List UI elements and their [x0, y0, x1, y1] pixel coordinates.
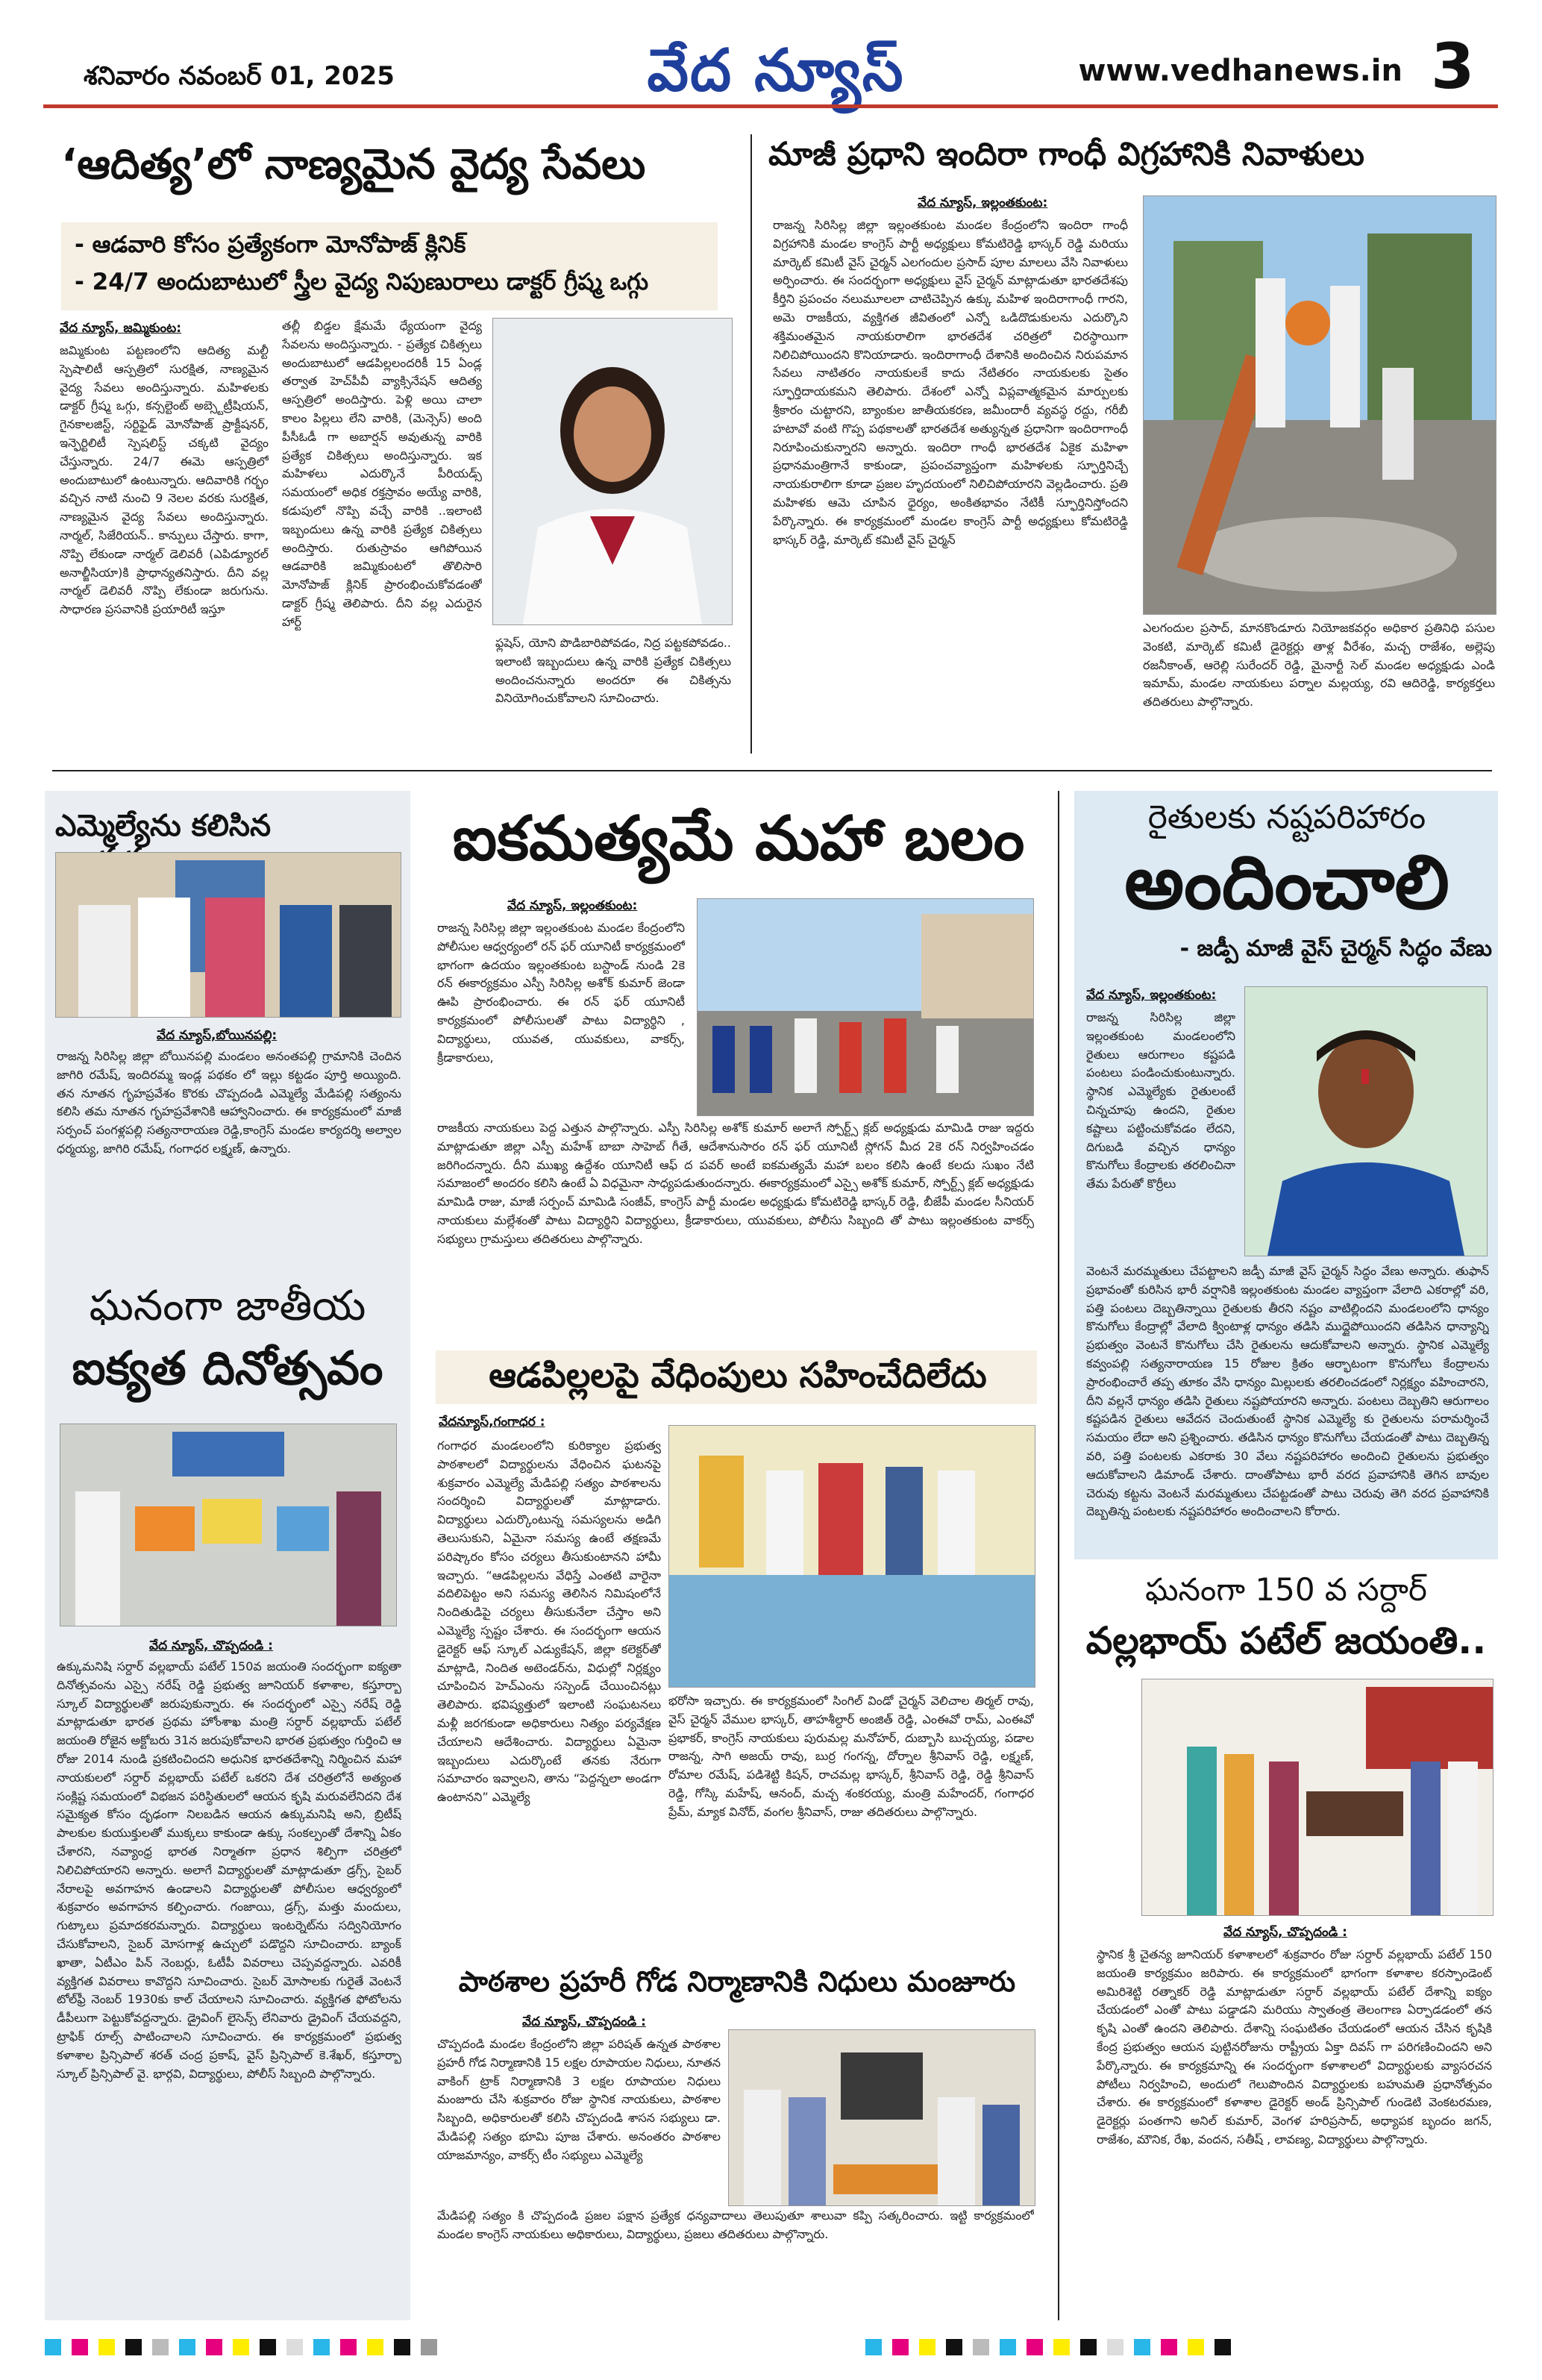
right-column-divider — [1058, 791, 1059, 2320]
ekta-headline-2: ఐక్యత దినోత్సవం — [72, 1341, 383, 1395]
wall-headline: పాఠశాల ప్రహరీ గోడ నిర్మాణానికి నిధులు మంజూరు — [458, 1965, 1016, 1998]
issue-date: శనివారం నవంబర్ 01, 2025 — [84, 61, 395, 91]
unity-body-1: రాజన్న సిరిసిల్ల జిల్లా ఇల్లంతకుంట మండల కేంద్రంలోని పోలీసుల ఆధ్వర్యంలో రన్ ఫర్ యూనిటీ కార్యక్రమంలో భాగంగా ఉదయం ఇల్లంతకుంట బస్టాండ్ నుండి 2కె రన్ ఈకార్యక్రమం ఎస్పీ సిరిసిల్ల అశోక్ కుమార్ జెండా ఊపి ప్రారంభించారు. ఈ రన్ ఫర్ యూనిటీ కార్యక్రమంలో పోలీసులతో పాటు విద్యార్థిని , విద్యార్థులు, యువత, యువకులు, వాకర్స్, క్రీడాకారులు, — [437, 921, 685, 1065]
aditya-headline: ‘ఆదిత్య’లో నాణ్యమైన వైద్య సేవలు — [61, 140, 646, 189]
aditya-col3: ఫ్లషెస్, యోని పొడిబారిపోవడం, నిద్ర పట్టకపోవడం.. ఇలాంటి ఇబ్బందులు ఉన్న వారికి ప్రత్యేక చికిత్సలు అందించనున్నారు అందరూ ఈ చికిత్సను వినియోగించుకోవాలని సూచించారు. — [495, 636, 731, 706]
patel-headline-1: ఘనంగా 150 వ సర్దార్ — [1145, 1571, 1427, 1608]
girls-school-photo — [668, 1425, 1035, 1688]
patel-photo — [1141, 1679, 1494, 1916]
wall-ceremony-photo — [728, 2029, 1035, 2206]
masthead: వేద న్యూస్ — [647, 37, 905, 104]
mla-headline: ఎమ్మెల్యేను కలిసిన — [55, 809, 272, 843]
unity-run-photo — [697, 898, 1034, 1116]
girls-byline: వేదన్యూస్,గంగాధర : — [439, 1415, 545, 1429]
ekta-photo — [60, 1424, 397, 1626]
aditya-points-box — [61, 222, 718, 310]
farmers-body: వెంటనే మరమ్మతులు చేపట్టాలని జడ్పీ మాజీ వైస్ చైర్మన్ సిద్ధం వేణు అన్నారు. తుఫాన్ ప్రభావంతో కురిసిన భారీ వర్షానికి ఇల్లంతకుంట మండల వ్యాప్తంగా వేలాది ఎకరాల్లో వరి, పత్తి పంటలు దెబ్బతిన్నాయి రైతులకు తీరని నష్టం వాటిల్లిందని మండలంలోని ధాన్యం కొనుగోలు కేంద్రాల్లో వేలాది క్వింటాళ్ల ధాన్యం తడిసి ముద్దైపోయిందని తడిసిన ధాన్యాన్ని ప్రభుత్వం వెంటనే కొనుగోలు చేసి రైతులను ఆదుకోవాలని అన్నారు. స్థానిక ఎమ్మెల్యే కవ్వంపల్లి సత్యనారాయణ 15 రోజుల క్రితం ఆర్భాటంగా కొనుగోలు కేంద్రాలను ప్రారంభించారే తప్ప తూకం వేసి ధాన్యం మిల్లులకు తరలించడంలో నిర్లక్ష్యం వహించారని, దీని వల్లనే ధాన్యం తడిసి రైతులు నష్టపోయారని అన్నారు. పంటలు దెబ్బతిని ఆరుగాలం కష్టపడిన రైతులు ఆవేదన చెందుతుంటే స్థానిక ఎమ్మెల్యే కు రైతులను పరామర్శించే సమయం లేదా అని ప్రశ్నించారు. తడిసిన ధాన్యం కొనుగోలు చేయడంతో పాటు దెబ్బతిన్న వరి, పత్తి పంటలకు ఎకరాకు 30 వేలు నష్టపరిహారం అందించి రైతులను ప్రభుత్వం ఆదుకోవాలని డిమాండ్ చేశారు. దాంతోపాటు భారీ వరద ప్రవాహానికి తెగిన బావుల చెరువు కట్టను వెంటనే మరమ్మతులు చేపట్టడంతో పాటు చెరువు తెగి వరద ప్రవాహానికి దెబ్బతిన్న పంటలకు నష్టపరిహారం అందించాలని కోరారు. — [1086, 1264, 1489, 1519]
indira-statue-photo — [1143, 195, 1496, 615]
unity-body-2: రాజకీయ నాయకులు పెద్ద ఎత్తున పాల్గొన్నారు. ఎస్పీ సిరిసిల్ల అశోక్ కుమార్ అలాగే స్పోర్ట్స్ క్లబ్ అధ్యక్షుడు మామిడి రాజు ఇద్దరు మాట్లాడుతూ జిల్లా ఎస్పీ మహేశ్ బాబా సాహెబ్ గీతే, ఆదేశానుసారం రన్ ఫర్ యూనిటీ స్లోగన్ మీద 2కె రన్ నిర్వహించడం జరిగిందన్నారు. దీని ముఖ్య ఉద్దేశం యూనిటీ ఆఫ్ ద పవర్ అంటే ఐకమత్యమే మహా బలం కలిసి ఉంటే కలదు సుఖం నేటి సమాజంలో అందరం కలిసి ఉంటే ఏ విధమైనా సాధ్యపడుతుందన్నారు. ఈకార్యక్రమంలో ఎస్సై అశోక్ కుమార్, స్పోర్ట్స్ క్లబ్ అధ్యక్షుడు మామిడి రాజు, మాజీ సర్పంచ్ మామిడి సంజీవ్, కాంగ్రెస్ పార్టీ మండల అధ్యక్షుడు కోమటిరెడ్డి భాస్కర్ రెడ్డి, బీజేపీ మండల సీనియర్ నాయకులు మల్లేశంతో పాటు విద్యార్థిని విద్యార్థులు, క్రీడాకారులు, యువకులు, పోలీసు సిబ్బంది తో పాటు ఇల్లంతకుంట వాకర్స్ సభ్యులు గ్రామస్తులు తదితరులు పాల్గొన్నారు. — [437, 1121, 1034, 1246]
indira-caption: ఎలగందుల ప్రసాద్, మానకొండూరు నియోజకవర్గం అధికార ప్రతినిధి పసుల వెంకటి, మార్కెట్ కమిటీ డైరెక్టర్లు తాళ్ల వీరేశం, మచ్చ రాజేశం, అల్లెపు రజనీకాంత్, ఆరెల్లి సురేందర్ రెడ్డి, మైనార్టీ సెల్ మండల అధ్యక్షుడు ఎండి ఇమామ్, మండల నాయకులు పర్నాల మల్లయ్య, రవి ఆదిరెడ్డి, కార్యకర్తలు తదితరులు పాల్గొన్నారు. — [1143, 621, 1495, 710]
unity-headline: ఐకమత్యమే మహా బలం — [452, 804, 1025, 874]
ekta-body: ఉక్కుమనిషి సర్దార్ వల్లభాయ్ పటేల్ 150వ జయంతి సందర్భంగా ఐక్యతా దినోత్సవంను ఎస్సై నరేష్ రెడ్డి ప్రభుత్వ జూనియర్ కళాశాల, కస్తూర్బా స్కూల్ విద్యార్థులతో జరుపుకున్నారు. ఈ సందర్భంలో ఎస్సై నరేష్ రెడ్డి మాట్లాడుతూ భారత ప్రథమ హోంశాఖ మంత్రి సర్దార్ వల్లభాయ్ పటేల్ జయంతి రోజైన అక్టోబరు 31న జరుపుకోవాలని భారత ప్రభుత్వం గుర్తించి ఆ రోజు 2014 నుండి ప్రకటించిందని అధునిక భారతదేశాన్ని నిర్మించిన మహా నాయకులలో సర్దార్ వల్లభాయ్ పటేల్ ఒకరని దేశ చరిత్రలోనే అత్యంత సంక్లిష్ట సమయంలో విభజన పరిస్థితులలో ఆయన కృషి మరువలేనిదని దేశ సమైక్యత కోసం దృఢంగా నిలబడిన ఆయన ఉక్కుమనిషి అని, బ్రిటీష్ పాలకుల కుయుక్తులతో ముక్కలు కాకుండా ఉక్కు సంకల్పంతో దేశాన్ని ఏకం చేశారని, నవ్యాంధ్ర భారత నిర్మాతగా ప్రధాన శిల్పిగా చరిత్రలో నిలిచిపోయారని అన్నారు. అలాగే విద్యార్థులతో మాట్లాడుతూ డ్రగ్స్, సైబర్ నేరాలపై అవగాహన ఉండాలని విద్యార్థులతో పోలీసుల ఆధ్వర్యంలో శుక్రవారం అవగాహన కల్పించారు. గంజాయి, డ్రగ్స్, మత్తు మందులు, గుట్కాలు ప్రమాదకరమన్నారు. విద్యార్థులు ఇంటర్నెట్‌ను సద్వినియోగం చేసుకోవాలని, సైబర్ మోసగాళ్ల ఉచ్చులో పడొద్దని సూచించారు. బ్యాంక్ ఖాతా, ఏటీఎం పిన్ నెంబర్లు, ఓటీపీ వివరాలు చెప్పవద్దన్నారు. ఎవరికీ వ్యక్తిగత వివరాలు కావొద్దని సూచించారు. సైబర్ మోసాలకు గురైతే వెంటనే టోల్‌ఫ్రీ నెంబర్ 1930కు కాల్ చేయాలని సూచించారు. వ్యక్తిగత ఫోటోలను డీపీలుగా పెట్టుకోవద్దన్నారు. డ్రైవింగ్ లైసెన్స్ లేనివారు డ్రైవింగ్ చేయవద్దని, ట్రాఫిక్ రూల్స్ పాటించాలని సూచించారు. ఈ కార్యక్రమంలో ప్రభుత్వ కళాశాల ప్రిన్సిపాల్ శరత్ చంద్ర ప్రకాష్, వైస్ ప్రిన్సిపాల్ కె.శేఖర్, కస్తూర్బా స్కూల్ ప్రిన్సిపాల్ వై. భార్గవి, విద్యార్థులు, పోలీస్ సిబ్బంది పాల్గొన్నారు. — [57, 1659, 401, 2081]
indira-byline: వేద న్యూస్, ఇల్లంతకుంట: — [918, 195, 1048, 210]
print-color-bar-right — [865, 2339, 1507, 2361]
wall-body-2: మేడిపల్లి సత్యం కి చొప్పదండి ప్రజల పక్షాన ప్రత్యేక ధన్యవాదాలు తెలుపుతూ శాలువా కప్పి సత్కరించారు. ఇట్టి కార్యక్రమంలో మండల కాంగ్రెస్ నాయకులు అధికారులు, విద్యార్థులు, ప్రజలు తదితరులు పాల్గొన్నారు. — [437, 2208, 1034, 2241]
column-divider — [750, 134, 752, 754]
ekta-headline-1: ఘనంగా జాతీయ — [89, 1282, 366, 1330]
aditya-col1: జమ్మికుంట పట్టణంలోని ఆదిత్య మల్టీ స్పెషాలిటీ ఆస్పత్రిలో సురక్షిత, నాణ్యమైన వైద్య సేవలు అందిస్తున్నారు. మహిళలకు డాక్టర్ గ్రీష్మ ఒగ్గు, కన్సల్టెంట్ అబ్స్టెట్రీషియన్, గైనకాలజిస్ట్, సర్టిఫైడ్ మోనోపాజ్ ప్రాక్టీషనర్, ఇన్ఫెర్టిలిటీ స్పెషలిస్ట్ చక్కటి వైద్యం చేస్తున్నారు. 24/7 ఈమె ఆస్పత్రిలో అందుబాటులో ఉంటున్నారు. ఆదివారికి గర్భం వచ్చిన నాటి నుంచి 9 నెలల వరకు సురక్షిత, నాణ్యమైన వైద్య సేవలు అందిస్తున్నారు. నార్మల్, సిజేరియన్.. కాన్పులు చేస్తారు. కాగా, నొప్పి లేకుండా నార్మల్ డెలివరీ (ఎపిడ్యూరల్ అనాల్జీసియా)కి ప్రాధాన్యతనిస్తారు. దీని వల్ల నార్మల్ డెలివరీ నొప్పి లేకుండా జరుగును. సాధారణ ప్రసవానికి ప్రయారిటీ ఇస్తూ — [60, 343, 269, 617]
aditya-byline: వేద న్యూస్, జమ్మికుంట: — [60, 321, 182, 336]
mla-byline: వేద న్యూస్,బోయినపల్లి: — [157, 1028, 278, 1043]
farmers-byline: వేద న్యూస్, ఇల్లంతకుంట: — [1086, 988, 1217, 1003]
aditya-col2: తల్లీ బిడ్డల క్షేమమే ధ్యేయంగా వైద్య సేవలను అందిస్తున్నారు. - ప్రత్యేక చికిత్సలు అందుబాటులో ఆడపిల్లలందరికీ 15 ఏండ్ల తర్వాత హెచ్‌పీవీ వ్యాక్సినేషన్ ఆదిత్య ఆస్పత్రిలో అందిస్తారు. పెళ్లి అయి చాలా కాలం పిల్లలు లేని వారికి, (మెన్సెస్) అంది పీసీఓడీ గా అబార్షన్ అవుతున్న వారికి ప్రత్యేక చికిత్సలు అందిస్తున్నారు. ఇక మహిళలు ఎదుర్కొనే పీరియడ్స్ సమయంలో అధిక రక్తస్రావం అయ్యే వారికి, కడుపులో నొప్పి వచ్చే వారికి ..ఇలాంటి ఇబ్బందులు ఉన్న వారికి ప్రత్యేక చికిత్సలు అందిస్తారు. రుతుస్రావం ఆగిపోయిన ఆడవారికి జమ్మికుంటలో తొలిసారి మోనోపాజ్ క్లినిక్ ప్రారంభించుకోవడంతో డాక్టర్ గ్రీష్మ తెలిపారు. దీని వల్ల ఎదురైన హార్ట్ — [282, 319, 482, 629]
farmers-headline-small: రైతులకు నష్టపరిహారం — [1147, 798, 1426, 836]
print-color-bar-left — [45, 2339, 716, 2361]
girls-headline: ఆడపిల్లలపై వేధింపులు సహించేదిలేదు — [489, 1355, 987, 1395]
farmers-subhead: - జడ్పీ మాజీ వైస్ చైర్మన్ సిద్ధం వేణు — [1179, 936, 1492, 962]
patel-byline: వేద న్యూస్, చొప్పదండి : — [1223, 1925, 1347, 1940]
indira-headline: మాజీ ప్రధాని ఇందిరా గాంధీ విగ్రహానికి నివాళులు — [768, 136, 1364, 173]
farmers-leader-photo — [1244, 986, 1488, 1256]
wall-body-1: చొప్పదండి మండల కేంద్రంలోని జిల్లా పరిషత్ ఉన్నత పాఠశాల ప్రహరీ గోడ నిర్మాణానికి 15 లక్షల రూపాయల నిధులు, నూతన వాకింగ్ ట్రాక్ నిర్మాణానికి 3 లక్షల రూపాయల నిధులు మంజూరు చేసి శుక్రవారం రోజు స్థానిక నాయకులు, పాఠశాల సిబ్బంది, అధికారులతో కలిసి చొప్పదండి శాసన సభ్యులు డా. మేడిపల్లి సత్యం భూమి పూజ చేశారు. అనంతరం పాఠశాల యాజమాన్యం, వాకర్స్ టీం సభ్యులు ఎమ్మెల్యే — [437, 2037, 721, 2162]
ekta-byline: వేద న్యూస్, చొప్పదండి : — [149, 1638, 273, 1653]
website-url[interactable]: www.vedhanews.in — [1078, 54, 1402, 88]
section-rule — [52, 770, 1492, 771]
girls-body-1: గంగాధర మండలంలోని కురిక్యాల ప్రభుత్వ పాఠశాలలో విద్యార్థులను వేధించిన ఘటనపై శుక్రవారం ఎమ్మెల్యే మేడిపల్లి సత్యం పాఠశాలను సందర్శించి విద్యార్థులతో మాట్లాడారు. విద్యార్థులు ఎదుర్కొంటున్న సమస్యలను అడిగి తెలుసుకుని, ఏమైనా సమస్య ఉంటే తక్షణమే పరిష్కారం కోసం చర్యలు తీసుకుంటానని హామీ ఇచ్చారు. “ఆడపిల్లలను వేధిస్తే ఎంతటి వారైనా వదిలిపెట్టం అని సమస్య తెలిసిన నిమిషంలోనే నిందితుడిపై చర్యలు తీసుకునేలా చేస్తాం అని ఎమ్మెల్యే స్పష్టం చేశారు. ఈ సందర్భంగా ఆయన డైరెక్టర్ ఆఫ్ స్కూల్ ఎడ్యుకేషన్, జిల్లా కలెక్టర్‌తో మాట్లాడి, నిందిత అటెండర్‌ను, విధుల్లో నిర్లక్ష్యం చూపించిన హెచ్‌ఎంను సస్పెండ్ చేయించినట్లు తెలిపారు. భవిష్యత్తులో ఇలాంటి సంఘటనలు మళ్లీ జరగకుండా అధికారులు నిత్యం పర్యవేక్షణ చేయాలని ఆదేశించారు. విద్యార్థులు ఏమైనా ఇబ్బందులు ఎదుర్కొంటే తనకు నేరుగా సమాచారం ఇవ్వాలని, తాను “పెద్దన్నలా అండగా ఉంటానని” ఎమ్మెల్యే — [437, 1438, 661, 1805]
farmers-body-top: రాజన్న సిరిసిల్ల జిల్లా ఇల్లంతకుంట మండలంలోని రైతులు ఆరుగాలం కష్టపడి పంటలు పండించుకుంటున్నారు. స్థానిక ఎమ్మెల్యేకు రైతులంటే చిన్నచూపు ఉందని, రైతుల కష్టాలు పట్టించుకోవడం లేదని, దిగుబడి వచ్చిన ధాన్యం కొనుగోలు కేంద్రాలకు తరలించినా తేమ పేరుతో కొర్రీలు — [1086, 1010, 1235, 1191]
unity-byline: వేద న్యూస్, ఇల్లంతకుంట: — [507, 898, 638, 913]
page-number: 3 — [1431, 30, 1475, 103]
indira-body: రాజన్న సిరిసిల్ల జిల్లా ఇల్లంతకుంట మండల కేంద్రంలోని ఇందిరా గాంధీ విగ్రహానికి మండల కాంగ్రెస్ పార్టీ అధ్యక్షులు కోమటిరెడ్డి భాస్కర్ రెడ్డి మరియు మార్కెట్ కమిటీ వైస్ చైర్మన్ ఎలగందుల ప్రసాద్ పూల మాలలు వేసి నివాళులు అర్పించారు. ఈ సందర్భంగా అధ్యక్షులు వైస్ చైర్మన్ మాట్లాడుతూ భారతదేశపు కీర్తిని ప్రపంచం నలుమూలలా చాటిచెప్పిన ఉక్కు మహిళ ఇందిరాగాంధీ గారని, అమె రాజకీయ, వ్యక్తిగత జీవితంలో ఎన్నో ఒడిదొడుకులను ఎదుర్కొని శక్తిమంతమైన నాయకురాలిగా భారతదేశ చరిత్రలో చిరస్థాయిగా నిలిచిపోయిందని కొనియాడారు. ఇందిరాగాంధీ దేశానికి అందించిన నిరుపమాన సేవలు నాటితరం నాయకులకే కాదు నేటితరం నాయకులకు సైతం స్ఫూర్తిదాయకమని తెలిపారు. దేశంలో ఎన్నో విప్లవాత్మకమైన మార్పులకు శ్రీకారం చుట్టారని, బ్యాంకుల జాతీయకరణ, జమీందారీ వ్యవస్థ రద్దు, గరీబీ హటావో వంటి గొప్ప పథకాలతో భారతదేశ అత్యున్నత ప్రధానిగా ఇందిరాగాంధీ నిరూపించుకున్నారని అన్నారు. ఇందిరా గాంధీ భారతదేశ ఏకైక మహిళా ప్రధానమంత్రిగానే కాకుండా, ప్రపంచవ్యాప్తంగా మహిళలకు స్ఫూర్తినిచ్చే నాయకురాలిగా కూడా ప్రజల హృదయంలో నిలిచిపోయారని వెల్లడించారు. ప్రతి మహిళకు ఆమె చూపిన ధైర్యం, అంకితభావం నేటికీ స్ఫూర్తినిస్తోందని పేర్కొన్నారు. ఈ కార్యక్రమంలో మండల కాంగ్రెస్ పార్టీ అధ్యక్షులు కోమటిరెడ్డి భాస్కర్ రెడ్డి, మార్కెట్ కమిటీ వైస్ చైర్మన్ — [773, 218, 1128, 547]
doctor-photo — [492, 318, 733, 625]
mla-photo — [55, 852, 401, 1018]
farmers-headline-big: అందించాలి — [1124, 839, 1449, 926]
patel-headline-2: వల్లభాయ్ పటేల్ జయంతి.. — [1085, 1619, 1487, 1662]
girls-body-2: భరోసా ఇచ్చారు. ఈ కార్యక్రమంలో సింగిల్ విండో చైర్మన్ వెలిచాల తిర్మల్ రావు, వైస్ చైర్మన్ వేముల భాస్కర్, తాహశీల్దార్ అంజిత్ రెడ్డి, ఎంఈవో రామ్, ఎంఈవో ప్రభాకర్, కాంగ్రెస్ నాయకులు పురుమల్ల మనోహర్, దుబ్బాసి బుచ్చయ్య, పడాల రాజన్న, సాగి అజయ్ రావు, బుర్ర గంగన్న, దోర్నాల శ్రీనివాస్ రెడ్డి, లక్ష్మణ్, రోమాల రమేష్, పడిశెట్టి కిషన్, రాచమల్ల భాస్కర్, శ్రీనివాస్ రెడ్డి, రెడ్డి శ్రీనివాస్ రెడ్డి, గోస్కి మహేష్, ఆనంద్, మచ్చ శంకరయ్య, మంత్రి మహేందర్, గంగాధర ప్రేమ్, మ్యాక వినోద్, వంగల శ్రీనివాస్, రాజు తదితరులు పాల్గొన్నారు. — [668, 1694, 1034, 1819]
patel-body: స్థానిక శ్రీ చైతన్య జూనియర్ కళాశాలలో శుక్రవారం రోజు సర్దార్ వల్లభాయ్ పటేల్ 150 జయంతి కార్యక్రమం జరిపారు. ఈ కార్యక్రమంలో భాగంగా కళాశాల కరస్పాండెంట్ అమిరిశెట్టి రత్నాకర్ రెడ్డి మాట్లాడుతూ సర్దార్ వల్లభాయ్ పటేల్ దేశాన్ని ఐక్యం చేయడంలో ఎంతో పాటు పడ్డాడని మరియు స్వాతంత్ర తెలంగాణ ఏర్పాడడంలో తన కృషి ఎంతో ఉందని తెలిపారు. దేశాన్ని సంఘటితం చేయడంలో ఆయన చేసిన కృషికి కేంద్ర ప్రభుత్వం ఆయన పుట్టినరోజును రాష్ట్రీయ ఏక్తా దివస్ గా పరిగణించిందని అని పేర్కొన్నారు. ఈ కార్యక్రమాన్ని ఈ సందర్భంగా కళాశాలలో విద్యార్థులకు వ్యాసరచన పోటీలు నిర్వహించి, అందులో గెలుపొందిన విద్యార్థులకు బహుమతి ప్రధానోత్సవం చేశారు. ఈ కార్యక్రమంలో కళాశాల డైరెక్టర్ అండ్ ప్రిన్సిపాల్ గుండెటి వెంకటరమణ, డైరెక్టర్లు పంతగాని అనిల్ కుమార్, వెంగళ హరిప్రసాద్, అధ్యాపక బృందం జగన్, రాజేశం, మౌనిక, రేఖ, వందన, సతీష్ , లావణ్య, విద్యార్థులు పాల్గొన్నారు. — [1097, 1947, 1492, 2146]
aditya-point-1: - ఆడవారి కోసం ప్రత్యేకంగా మోనోపాజ్ క్లినిక్ — [75, 231, 466, 258]
mla-body: రాజన్న సిరిసిల్ల జిల్లా బోయినపల్లి మండలం అనంతపల్లి గ్రామానికి చెందిన జాగిరి రమేష్, ఇందిరమ్మ ఇండ్ల పథకం లో ఇల్లు కట్టడం పూర్తి అయ్యింది. తన నూతన గృహప్రవేశం కొరకు చొప్పదండి ఎమ్మెల్యే మేడిపల్లి సత్యంను కలిసి తమ నూతన గృహప్రవేశానికి ఆహ్వానించారు. ఈ కార్యక్రమంలో మాజీ సర్పంచ్ పంగళ్లపల్లి సత్యనారాయణ రెడ్డి,కాంగ్రెస్ మండల కార్యదర్శి అల్వాల ధర్మయ్య, జాగిరి రమేష్, గంగాధర లక్ష్మణ్, ఉన్నారు. — [57, 1049, 401, 1156]
header-rule — [43, 104, 1498, 108]
aditya-point-2: - 24/7 అందుబాటులో స్త్రీల వైద్య నిపుణురాలు డాక్టర్ గ్రీష్మ ఒగ్గు — [75, 268, 649, 295]
wall-byline: వేద న్యూస్, చొప్పదండి : — [522, 2014, 646, 2029]
